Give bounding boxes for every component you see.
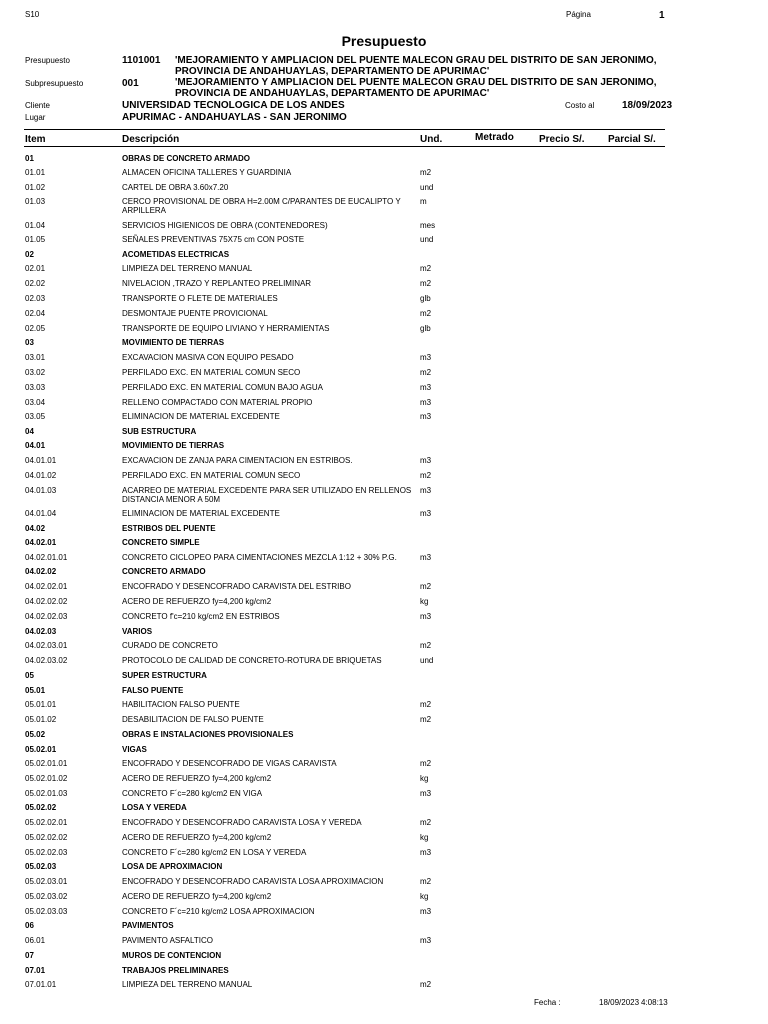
row-unit: m2 [420, 168, 432, 177]
row-unit: m2 [420, 368, 432, 377]
row-description: ACERO DE REFUERZO fy=4,200 kg/cm2 [122, 597, 272, 606]
table-row [0, 368, 768, 382]
table-row [0, 412, 768, 426]
table-row [0, 862, 768, 876]
column-header-descripcion: Descripción [122, 134, 180, 145]
row-description: PERFILADO EXC. EN MATERIAL COMUN BAJO AGUA [122, 383, 323, 392]
table-row [0, 656, 768, 670]
row-description: TRABAJOS PRELIMINARES [122, 966, 229, 975]
table-row [0, 398, 768, 412]
table-row [0, 294, 768, 308]
row-description: MOVIMIENTO DE TIERRAS [122, 441, 225, 450]
row-item-code: 01.02 [25, 183, 46, 192]
table-row [0, 597, 768, 611]
row-item-code: 02.03 [25, 294, 46, 303]
row-item-code: 05.02.03.03 [25, 907, 68, 916]
table-row [0, 441, 768, 455]
row-description: SEÑALES PREVENTIVAS 75X75 cm CON POSTE [122, 235, 305, 244]
row-item-code: 02.01 [25, 264, 46, 273]
column-header-precio: Precio S/. [539, 134, 585, 145]
table-row [0, 509, 768, 523]
row-unit: m2 [420, 264, 432, 273]
row-description: PROTOCOLO DE CALIDAD DE CONCRETO-ROTURA DE BRIQUETAS [122, 656, 382, 665]
row-unit: kg [420, 892, 429, 901]
row-item-code: 05 [25, 671, 34, 680]
row-description: VARIOS [122, 627, 153, 636]
cliente-label: Cliente [25, 101, 50, 110]
table-row [0, 877, 768, 891]
row-unit: kg [420, 833, 429, 842]
row-item-code: 05.02.03.02 [25, 892, 68, 901]
page-label: Página [566, 10, 591, 19]
table-row [0, 538, 768, 552]
table-row [0, 627, 768, 641]
table-row [0, 966, 768, 980]
row-item-code: 05.01 [25, 686, 46, 695]
table-row [0, 383, 768, 397]
table-row [0, 789, 768, 803]
row-description: TRANSPORTE DE EQUIPO LIVIANO Y HERRAMIENTAS [122, 324, 330, 333]
row-description: ACERO DE REFUERZO fy=4,200 kg/cm2 [122, 833, 272, 842]
row-item-code: 04.01.01 [25, 456, 57, 465]
row-unit: m2 [420, 471, 432, 480]
row-item-code: 05.02.01.01 [25, 759, 68, 768]
table-row [0, 803, 768, 817]
row-item-code: 03.05 [25, 412, 46, 421]
row-item-code: 04.02.02.01 [25, 582, 68, 591]
row-item-code: 01 [25, 154, 34, 163]
row-item-code: 05.02.02 [25, 803, 57, 812]
row-unit: m2 [420, 641, 432, 650]
table-row [0, 456, 768, 470]
row-description: MOVIMIENTO DE TIERRAS [122, 338, 225, 347]
row-description: ELIMINACION DE MATERIAL EXCEDENTE [122, 412, 280, 421]
table-row [0, 582, 768, 596]
row-item-code: 04.02.03.02 [25, 656, 68, 665]
row-item-code: 02.04 [25, 309, 46, 318]
row-description: LOSA Y VEREDA [122, 803, 187, 812]
row-description: ESTRIBOS DEL PUENTE [122, 524, 216, 533]
table-row [0, 567, 768, 581]
row-description: VIGAS [122, 745, 147, 754]
table-row [0, 980, 768, 994]
row-description: PAVIMENTOS [122, 921, 174, 930]
row-item-code: 04.02.03 [25, 627, 57, 636]
row-unit: m2 [420, 700, 432, 709]
cliente-value: UNIVERSIDAD TECNOLOGICA DE LOS ANDES [122, 100, 345, 111]
row-unit: m3 [420, 553, 432, 562]
row-item-code: 03.01 [25, 353, 46, 362]
row-item-code: 02.02 [25, 279, 46, 288]
row-description: RELLENO COMPACTADO CON MATERIAL PROPIO [122, 398, 313, 407]
row-description: LOSA DE APROXIMACION [122, 862, 223, 871]
row-unit: m2 [420, 980, 432, 989]
row-description: CONCRETO SIMPLE [122, 538, 200, 547]
row-item-code: 04.02.02.03 [25, 612, 68, 621]
row-item-code: 04.01.02 [25, 471, 57, 480]
table-row [0, 486, 768, 504]
row-item-code: 03.03 [25, 383, 46, 392]
table-row [0, 833, 768, 847]
table-row [0, 745, 768, 759]
row-item-code: 01.04 [25, 221, 46, 230]
table-row [0, 700, 768, 714]
row-item-code: 01.01 [25, 168, 46, 177]
row-unit: m2 [420, 818, 432, 827]
row-item-code: 02.05 [25, 324, 46, 333]
subpresupuesto-description: 'MEJORAMIENTO Y AMPLIACION DEL PUENTE MALECON GRAU DEL DISTRITO DE SAN JERONIMO, PROVINCIA DE ANDAHUAYLAS, DEPARTAMENTO DE APURIMAC' [175, 77, 657, 99]
table-row [0, 892, 768, 906]
row-description: EXCAVACION DE ZANJA PARA CIMENTACION EN ESTRIBOS. [122, 456, 353, 465]
row-item-code: 06 [25, 921, 34, 930]
row-description: PERFILADO EXC. EN MATERIAL COMUN SECO [122, 368, 301, 377]
row-unit: m3 [420, 848, 432, 857]
row-item-code: 05.02.02.01 [25, 818, 68, 827]
row-description: FALSO PUENTE [122, 686, 184, 695]
table-row [0, 848, 768, 862]
subpresupuesto-code: 001 [122, 78, 139, 89]
row-unit: m3 [420, 509, 432, 518]
row-item-code: 04.02 [25, 524, 46, 533]
table-row [0, 279, 768, 293]
fecha-date: 18/09/2023 [599, 998, 640, 1007]
presupuesto-description: 'MEJORAMIENTO Y AMPLIACION DEL PUENTE MALECON GRAU DEL DISTRITO DE SAN JERONIMO, PROVINCIA DE ANDAHUAYLAS, DEPARTAMENTO DE APURIMAC' [175, 55, 657, 77]
row-description: CONCRETO f'c=210 kg/cm2 EN ESTRIBOS [122, 612, 280, 621]
row-item-code: 03.02 [25, 368, 46, 377]
table-row [0, 309, 768, 323]
row-unit: m3 [420, 383, 432, 392]
row-unit: m2 [420, 582, 432, 591]
row-description: PERFILADO EXC. EN MATERIAL COMUN SECO [122, 471, 301, 480]
row-unit: und [420, 656, 434, 665]
row-description: CONCRETO F´c=280 kg/cm2 EN VIGA [122, 789, 263, 798]
row-item-code: 04.02.01.01 [25, 553, 68, 562]
row-unit: m2 [420, 877, 432, 886]
table-row [0, 324, 768, 338]
row-unit: m3 [420, 612, 432, 621]
table-row [0, 471, 768, 485]
table-row [0, 221, 768, 235]
row-description: SERVICIOS HIGIENICOS DE OBRA (CONTENEDORES) [122, 221, 328, 230]
row-description: HABILITACION FALSO PUENTE [122, 700, 240, 709]
row-item-code: 04 [25, 427, 34, 436]
table-row [0, 235, 768, 249]
row-item-code: 05.02.03 [25, 862, 57, 871]
row-description: CONCRETO CICLOPEO PARA CIMENTACIONES MEZCLA 1:12 + 30% P.G. [122, 553, 397, 562]
row-description: CONCRETO F´c=210 kg/cm2 LOSA APROXIMACION [122, 907, 315, 916]
row-item-code: 04.02.03.01 [25, 641, 68, 650]
table-row [0, 338, 768, 352]
column-header-parcial: Parcial S/. [608, 134, 656, 145]
row-item-code: 04.02.01 [25, 538, 57, 547]
subpresupuesto-label: Subpresupuesto [25, 79, 84, 88]
row-unit: m3 [420, 412, 432, 421]
row-item-code: 03 [25, 338, 34, 347]
row-unit: glb [420, 324, 431, 333]
table-row [0, 730, 768, 744]
table-row [0, 612, 768, 626]
row-item-code: 05.02.03.01 [25, 877, 68, 886]
table-row [0, 154, 768, 168]
row-unit: m2 [420, 759, 432, 768]
row-description: EXCAVACION MASIVA CON EQUIPO PESADO [122, 353, 294, 362]
table-row [0, 553, 768, 567]
row-description: OBRAS E INSTALACIONES PROVISIONALES [122, 730, 294, 739]
table-row [0, 671, 768, 685]
row-description: ACERO DE REFUERZO fy=4,200 kg/cm2 [122, 892, 272, 901]
fecha-time: 4:08:13 [641, 998, 668, 1007]
row-unit: m3 [420, 398, 432, 407]
table-row [0, 921, 768, 935]
table-header-top-rule [24, 129, 665, 130]
row-item-code: 05.01.01 [25, 700, 57, 709]
row-unit: kg [420, 597, 429, 606]
row-unit: m3 [420, 353, 432, 362]
table-row [0, 250, 768, 264]
row-unit: glb [420, 294, 431, 303]
costo-label: Costo al [565, 101, 595, 110]
row-description: CONCRETO ARMADO [122, 567, 206, 576]
row-description: OBRAS DE CONCRETO ARMADO [122, 154, 251, 163]
column-header-item: Item [25, 134, 46, 145]
row-item-code: 05.02.01 [25, 745, 57, 754]
row-item-code: 01.03 [25, 197, 46, 206]
row-description: LIMPIEZA DEL TERRENO MANUAL [122, 980, 253, 989]
row-description: ACERO DE REFUERZO fy=4,200 kg/cm2 [122, 774, 272, 783]
row-item-code: 05.02.02.02 [25, 833, 68, 842]
row-description: ENCOFRADO Y DESENCOFRADO CARAVISTA LOSA APROXIMACION [122, 877, 384, 886]
report-code: S10 [25, 10, 40, 19]
table-row [0, 936, 768, 950]
row-unit: und [420, 235, 434, 244]
table-row [0, 183, 768, 197]
table-row [0, 759, 768, 773]
row-item-code: 06.01 [25, 936, 46, 945]
row-unit: m3 [420, 486, 432, 495]
table-row [0, 264, 768, 278]
row-unit: und [420, 183, 434, 192]
row-item-code: 04.02.02 [25, 567, 57, 576]
table-row [0, 197, 768, 215]
row-item-code: 05.01.02 [25, 715, 57, 724]
row-description: CONCRETO F´c=280 kg/cm2 EN LOSA Y VEREDA [122, 848, 307, 857]
fecha-label: Fecha : [534, 998, 561, 1007]
table-row [0, 524, 768, 538]
row-item-code: 01.05 [25, 235, 46, 244]
row-description: ENCOFRADO Y DESENCOFRADO CARAVISTA LOSA Y VEREDA [122, 818, 362, 827]
table-row [0, 641, 768, 655]
row-unit: m3 [420, 456, 432, 465]
table-header-bottom-rule [24, 146, 665, 147]
row-description: CURADO DE CONCRETO [122, 641, 218, 650]
table-row [0, 951, 768, 965]
row-unit: m3 [420, 789, 432, 798]
table-row [0, 353, 768, 367]
column-header-und: Und. [420, 134, 443, 145]
table-row [0, 907, 768, 921]
row-description: NIVELACION ,TRAZO Y REPLANTEO PRELIMINAR [122, 279, 312, 288]
row-item-code: 03.04 [25, 398, 46, 407]
table-row [0, 715, 768, 729]
row-unit: m3 [420, 907, 432, 916]
row-description: PAVIMENTO ASFALTICO [122, 936, 213, 945]
row-item-code: 07.01 [25, 966, 46, 975]
page-title: Presupuesto [341, 33, 427, 49]
row-item-code: 04.01.03 [25, 486, 57, 495]
row-item-code: 04.02.02.02 [25, 597, 68, 606]
row-description: ENCOFRADO Y DESENCOFRADO DE VIGAS CARAVISTA [122, 759, 337, 768]
table-row [0, 818, 768, 832]
row-item-code: 02 [25, 250, 34, 259]
table-row [0, 427, 768, 441]
row-description: CARTEL DE OBRA 3.60x7.20 [122, 183, 229, 192]
row-item-code: 05.02 [25, 730, 46, 739]
row-item-code: 05.02.01.02 [25, 774, 68, 783]
row-description: DESABILITACION DE FALSO PUENTE [122, 715, 264, 724]
row-description: SUB ESTRUCTURA [122, 427, 197, 436]
row-description: ENCOFRADO Y DESENCOFRADO CARAVISTA DEL ESTRIBO [122, 582, 351, 591]
row-unit: m3 [420, 936, 432, 945]
table-row [0, 686, 768, 700]
row-description: MUROS DE CONTENCION [122, 951, 222, 960]
row-description: CERCO PROVISIONAL DE OBRA H=2.00M C/PARANTES DE EUCALIPTO Y ARPILLERA [122, 197, 401, 215]
row-unit: kg [420, 774, 429, 783]
presupuesto-code: 1101001 [122, 55, 161, 66]
row-unit: m2 [420, 279, 432, 288]
lugar-label: Lugar [25, 113, 46, 122]
costo-date: 18/09/2023 [622, 100, 673, 111]
table-row [0, 774, 768, 788]
row-description: DESMONTAJE PUENTE PROVICIONAL [122, 309, 268, 318]
lugar-value: APURIMAC - ANDAHUAYLAS - SAN JERONIMO [122, 112, 347, 123]
row-unit: mes [420, 221, 436, 230]
row-description: SUPER ESTRUCTURA [122, 671, 207, 680]
row-description: ACARREO DE MATERIAL EXCEDENTE PARA SER UTILIZADO EN RELLENOS DISTANCIA MENOR A 50M [122, 486, 412, 504]
page-number: 1 [659, 10, 665, 21]
row-item-code: 05.02.01.03 [25, 789, 68, 798]
column-header-metrado: Metrado [475, 132, 514, 143]
row-description: ALMACEN OFICINA TALLERES Y GUARDINIA [122, 168, 292, 177]
row-description: TRANSPORTE O FLETE DE MATERIALES [122, 294, 278, 303]
row-item-code: 07 [25, 951, 34, 960]
row-item-code: 07.01.01 [25, 980, 57, 989]
row-unit: m [420, 197, 427, 206]
row-description: ACOMETIDAS ELECTRICAS [122, 250, 230, 259]
table-row [0, 168, 768, 182]
row-description: LIMPIEZA DEL TERRENO MANUAL [122, 264, 253, 273]
row-description: ELIMINACION DE MATERIAL EXCEDENTE [122, 509, 280, 518]
row-item-code: 04.01.04 [25, 509, 57, 518]
row-item-code: 05.02.02.03 [25, 848, 68, 857]
row-item-code: 04.01 [25, 441, 46, 450]
presupuesto-label: Presupuesto [25, 56, 70, 65]
row-unit: m2 [420, 715, 432, 724]
row-unit: m2 [420, 309, 432, 318]
